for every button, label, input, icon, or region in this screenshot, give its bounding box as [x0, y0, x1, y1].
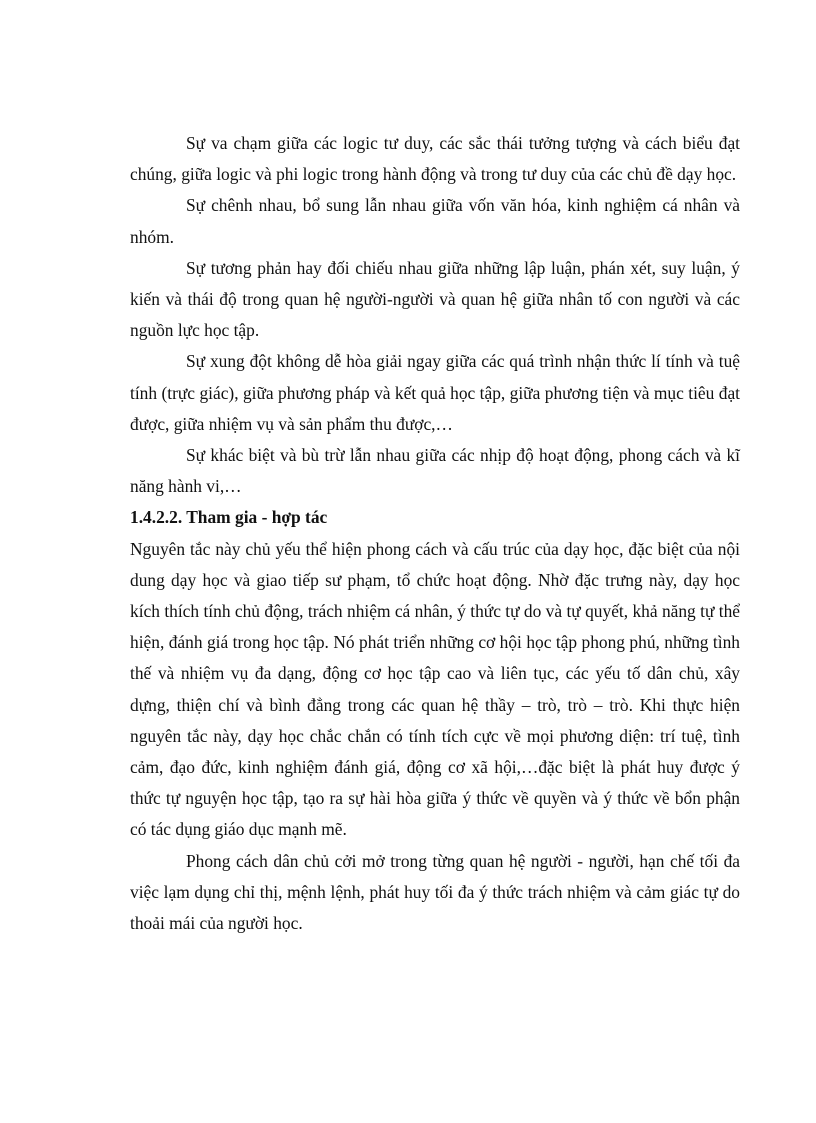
document-body: [130, 128, 740, 939]
paragraph-difference: Sự khác biệt và bù trừ lẫn nhau giữa các nhịp độ hoạt động, phong cách và kĩ năng hành vi,…: [130, 445, 740, 497]
closing-paragraph: Phong cách dân chủ cởi mở trong từng quan hệ người - người, hạn chế tối đa việc lạm dụng chỉ thị, mệnh lệnh, phát huy tối đa ý thức trách nhiệm và cảm giác tự do thoải mái của người học.: [130, 850, 740, 934]
paragraph-logic-collision: Sự va chạm giữa các logic tư duy, các sắc thái tưởng tượng và cách biểu đạt chúng, giữa logic và phi logic trong hành động và trong tư duy của các chủ đề dạy học.: [130, 133, 740, 185]
paragraph-conflict: Sự xung đột không dễ hòa giải ngay giữa các quá trình nhận thức lí tính và tuệ tính (trực giác), giữa phương pháp và kết quả học tập, giữa phương tiện và mục tiêu đạt được, giữa nhiệm vụ và sản phẩm thu được,…: [130, 351, 740, 434]
section-paragraph: Nguyên tắc này chủ yếu thể hiện phong cách và cấu trúc của dạy học, đặc biệt của nội dung dạy học và giao tiếp sư phạm, tổ chức hoạt động. Nhờ đặc trưng này, dạy học kích thích tính chủ động, trách nhiệm cá nhân, ý thức tự do và tự quyết, khả năng tự thể hiện, đánh giá trong học tập. Nó phát triển những cơ hội học tập phong phú, những tình thế và nhiệm vụ đa dạng, động cơ học tập cao và liên tục, các yếu tố dân chủ, xây dựng, thiện chí và bình đẳng trong các quan hệ thầy – trò, trò – trò. Khi thực hiện nguyên tắc này, dạy học chắc chắn có tính tích cực về mọi phương diện: trí tuệ, tình cảm, đạo đức, kinh nghiệm đánh giá, động cơ xã hội,…đặc biệt là phát huy được ý thức tự nguyện học tập, tạo ra sự hài hòa giữa ý thức về quyền và ý thức về bổn phận có tác dụng giáo dục mạnh mẽ.: [130, 538, 740, 840]
section-heading: 1.4.2.2. Tham gia - hợp tác: [130, 507, 328, 528]
paragraph-culture-difference: Sự chênh nhau, bổ sung lẫn nhau giữa vốn văn hóa, kinh nghiệm cá nhân và nhóm.: [130, 195, 740, 247]
paragraph-contrast: Sự tương phản hay đối chiếu nhau giữa những lập luận, phán xét, suy luận, ý kiến và thái độ trong quan hệ người-người và quan hệ giữa nhân tố con người và các nguồn lực học tập.: [130, 257, 740, 341]
